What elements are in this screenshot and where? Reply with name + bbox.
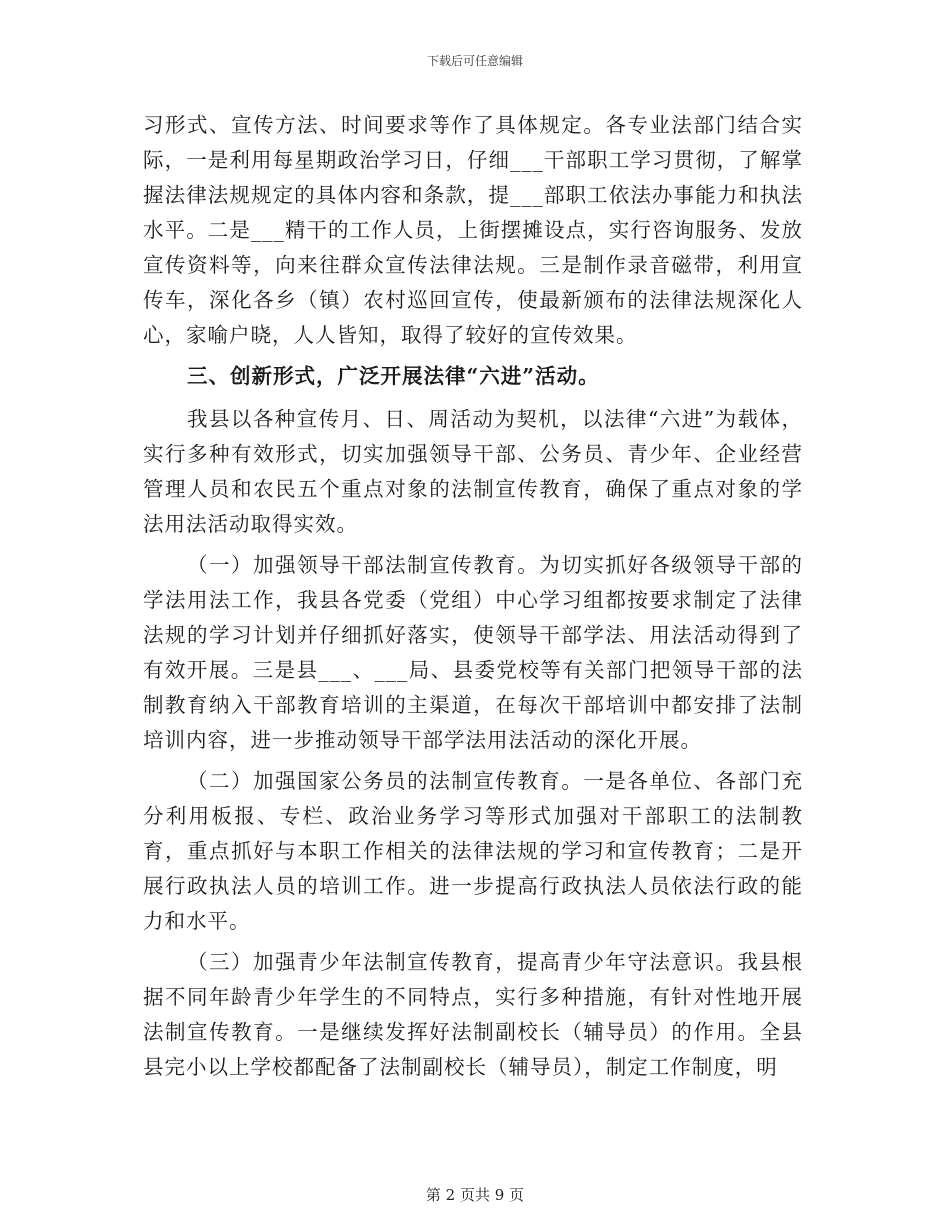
paragraph-youth: （三）加强青少年法制宣传教育，提高青少年守法意识。我县根据不同年龄青少年学生的不同特点，实行多种措施，有针对性地开展法制宣传教育。一是继续发挥好法制副校长（辅导员）的作用。全县县完小以上学校都配备了法制副校长（辅导员），制定工作制度，明 [143, 950, 803, 1079]
paragraph-leaders: （一）加强领导干部法制宣传教育。为切实抓好各级领导干部的学法用法工作，我县各党委（党组）中心学习组都按要求制定了法律法规的学习计划并仔细抓好落实，使领导干部学法、用法活动得到了有效开展。三是县___、___局、县委党校等有关部门把领导干部的法制教育纳入干部教育培训的主渠道，在每次干部培训中都安排了法制培训内容，进一步推动领导干部学法用法活动的深化开展。 [143, 553, 803, 752]
section-heading-three: 三、创新形式，广泛开展法律“六进”活动。 [187, 364, 600, 388]
paragraph-civil-servants: （二）加强国家公务员的法制宣传教育。一是各单位、各部门充分利用板报、专栏、政治业务学习等形式加强对干部职工的法制教育，重点抓好与本职工作相关的法律法规的学习和宣传教育；二是开展行政执法人员的培训工作。进一步提高行政执法人员依法行政的能力和水平。 [143, 769, 803, 933]
paragraph-continued: 习形式、宣传方法、时间要求等作了具体规定。各专业法部门结合实际，一是利用每星期政治学习日，仔细___干部职工学习贯彻，了解掌握法律法规规定的具体内容和条款，提___部职工依法办事能力和执法水平。二是___精干的工作人员，上街摆摊设点，实行咨询服务、发放宣传资料等，向来往群众宣传法律法规。三是制作录音磁带，利用宣传车，深化各乡（镇）农村巡回宣传，使最新颁布的法律法规深化人心，家喻户晓，人人皆知，取得了较好的宣传效果。 [143, 113, 803, 347]
document-body [143, 108, 803, 1091]
page-footer: 第 2 页共 9 页 [425, 1186, 525, 1204]
page-header: 下载后可任意编辑 [426, 54, 523, 68]
paragraph-intro: 我县以各种宣传月、日、周活动为契机，以法律“六进”为载体，实行多种有效形式，切实加强领导干部、公务员、青少年、企业经营管理人员和农民五个重点对象的法制宣传教育，确保了重点对象的学法用法活动取得实效。 [143, 407, 803, 536]
